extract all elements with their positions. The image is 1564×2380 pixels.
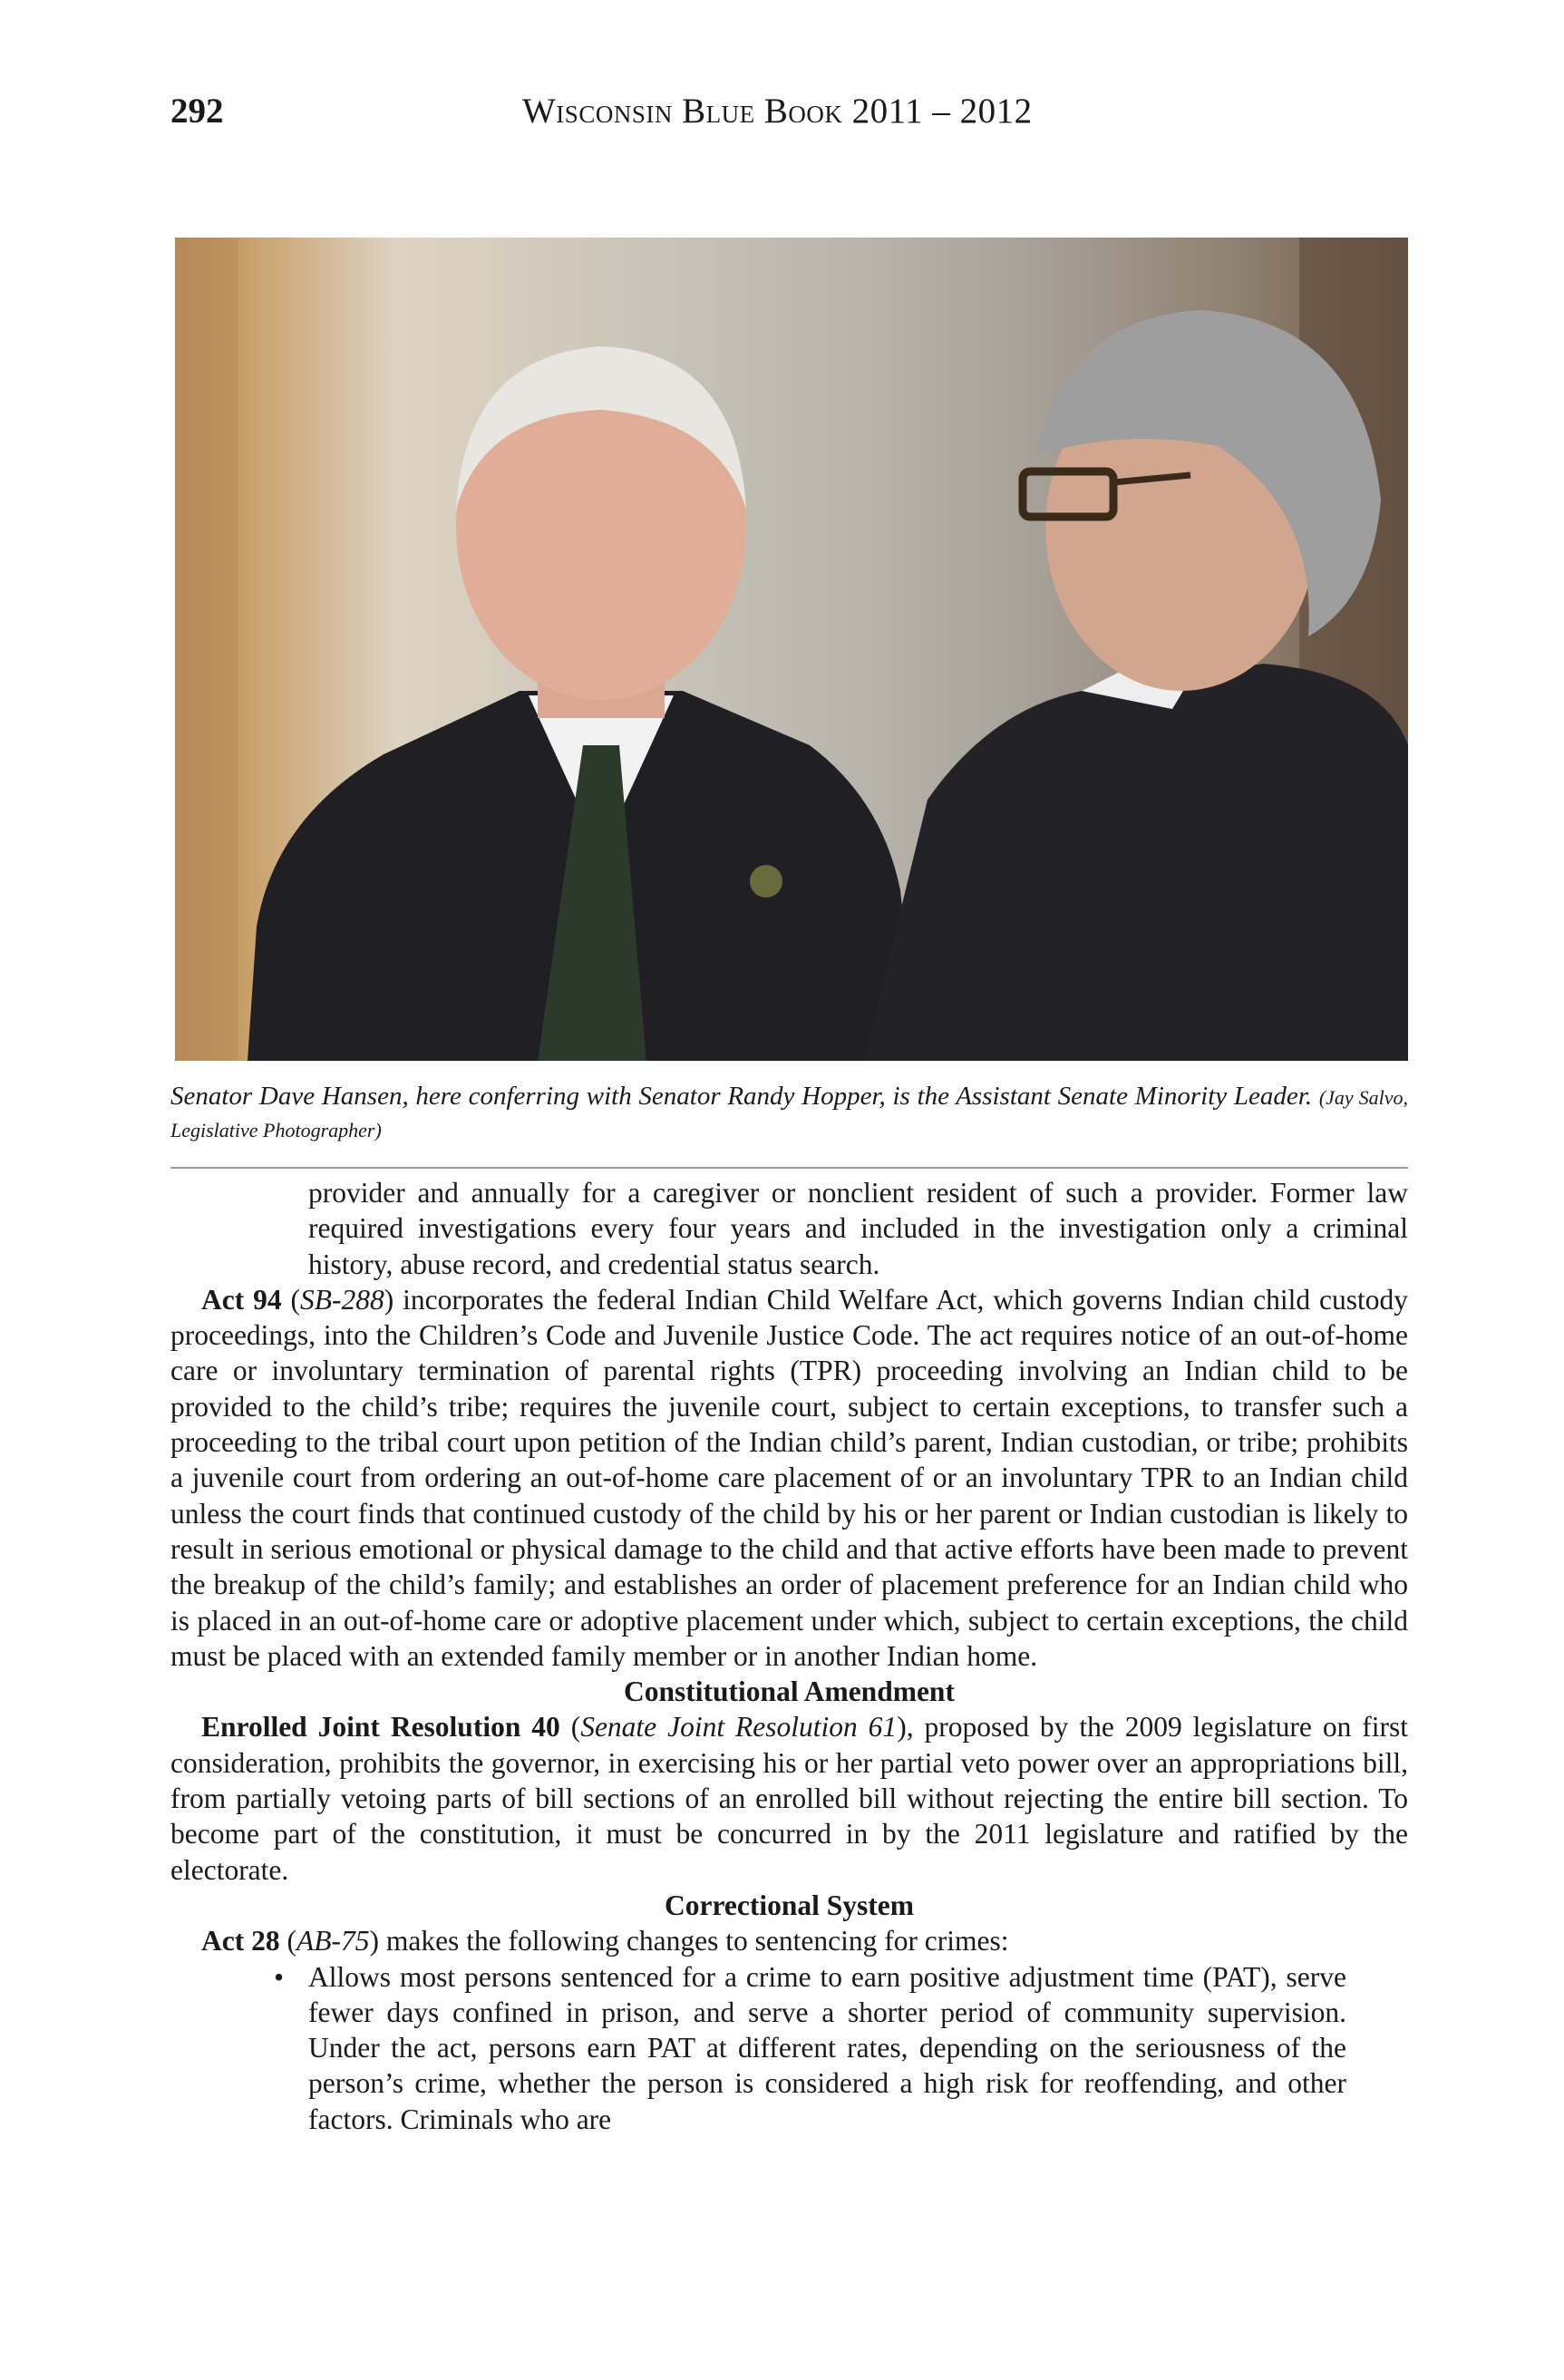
ejr-40-paragraph: Enrolled Joint Resolution 40 (Senate Joint Resolution 61), proposed by the 2009 legislature on first consideration, prohibits the governor, in exercising his or her partial veto power over an appropriations bill, from partially vetoing parts of bill sections of an enrolled bill without rejecting the entire bill section. To become part of the constitution, it must be concurred in by the 2011 legislature and ratified by the electorate. bbox=[170, 1711, 1408, 1886]
photo bbox=[175, 238, 1408, 1061]
list-item bbox=[274, 1959, 1346, 2137]
bullet-text: Allows most persons sentenced for a crime to earn positive adjustment time (PAT), serve fewer days confined in prison, and serve a shorter period of community supervision. Under the act, persons earn PAT at different rates, depending on the seriousness of the person’s crime, whether the person is considered a high risk for reoffending, and other factors. Criminals who are bbox=[308, 1960, 1346, 2135]
continuation-paragraph: provider and annually for a caregiver or nonclient resident of such a provider. Former law required investigations every four years and included in the investigation only a criminal history, abuse record, and credential status search. bbox=[308, 1177, 1408, 1280]
bullet-icon: • bbox=[274, 1960, 285, 1993]
ejr-40-label: Enrolled Joint Resolution 40 bbox=[201, 1711, 560, 1744]
body-text bbox=[170, 1175, 1408, 2137]
photo-illustration bbox=[175, 238, 1408, 1061]
ejr-40-text: , proposed by the 2009 legislature on first consideration, prohibits the governor, in exercising his or her partial veto power over an appropriations bill, from partially vetoing parts of bill sections of an enrolled bill without rejecting the entire bill section. To become part of the constitution, it must be concurred in by the 2011 legislature and ratified by the electorate. bbox=[170, 1711, 1408, 1886]
act-28-text: makes the following changes to sentencing for crimes: bbox=[385, 1925, 1009, 1957]
act-94-bill: SB-288 bbox=[299, 1283, 384, 1316]
ejr-40-resolution: Senate Joint Resolution 61 bbox=[580, 1711, 898, 1744]
act-28-label: Act 28 bbox=[201, 1925, 280, 1957]
photo-credit: (Jay Salvo, Legislative Photographer) bbox=[170, 1086, 1409, 1141]
caption-text: Senator Dave Hansen, here conferring with Senator Randy Hopper, is the Assistant Senate Minority Leader. bbox=[170, 1082, 1313, 1111]
act-94-label: Act 94 bbox=[201, 1283, 282, 1316]
act-94-text: incorporates the federal Indian Child Welfare Act, which governs Indian child custody proceedings, into the Children’s Code and Juvenile Justice Code. The act requires notice of an out-of-home care or involuntary termination of parental rights (TPR) proceeding involving an Indian child to be provided to the child’s tribe; requires the juvenile court, subject to certain exceptions, to transfer such a proceeding to the tribal court upon petition of the Indian child’s parent, Indian custodian, or tribe; prohibits a juvenile court from ordering an out-of-home care placement of or an involuntary TPR to an Indian child unless the court finds that continued custody of the child by his or her parent or Indian custodian is likely to result in serious emotional or physical damage to the child and that active efforts have been made to prevent the breakup of the child’s family; and establishes an order of placement preference for an Indian child who is placed in an out-of-home care or adoptive placement under which, subject to certain exceptions, the child must be placed with an extended family member or in another Indian home. bbox=[170, 1283, 1408, 1672]
act-28-bill: AB-75 bbox=[296, 1925, 370, 1957]
act-94-paragraph: Act 94 (SB-288) incorporates the federal Indian Child Welfare Act, which governs Indian child custody proceedings, into the Children’s Code and Juvenile Justice Code. The act requires notice of an out-of-home care or involuntary termination of parental rights (TPR) proceeding involving an Indian child to be provided to the child’s tribe; requires the juvenile court, subject to certain exceptions, to transfer such a proceeding to the tribal court upon petition of the Indian child’s parent, Indian custodian, or tribe; prohibits a juvenile court from ordering an out-of-home care placement of or an involuntary TPR to an Indian child unless the court finds that continued custody of the child by his or her parent or Indian custodian is likely to result in serious emotional or physical damage to the child and that active efforts have been made to prevent the breakup of the child’s family; and establishes an order of placement preference for an Indian child who is placed in an out-of-home care or adoptive placement under which, subject to certain exceptions, the child must be placed with an extended family member or in another Indian home. bbox=[170, 1283, 1408, 1672]
act-28-paragraph: Act 28 (AB-75) makes the following changes to sentencing for crimes: bbox=[201, 1925, 1009, 1957]
photo-caption bbox=[170, 1081, 1408, 1146]
heading-constitutional-amendment: Constitutional Amendment bbox=[624, 1676, 955, 1708]
running-title: Wisconsin Blue Book 2011 – 2012 bbox=[522, 92, 1033, 131]
caption-divider bbox=[170, 1167, 1408, 1169]
bullet-list bbox=[170, 1959, 1346, 2137]
heading-correctional-system: Correctional System bbox=[665, 1889, 914, 1921]
page-number: 292 bbox=[170, 92, 224, 131]
